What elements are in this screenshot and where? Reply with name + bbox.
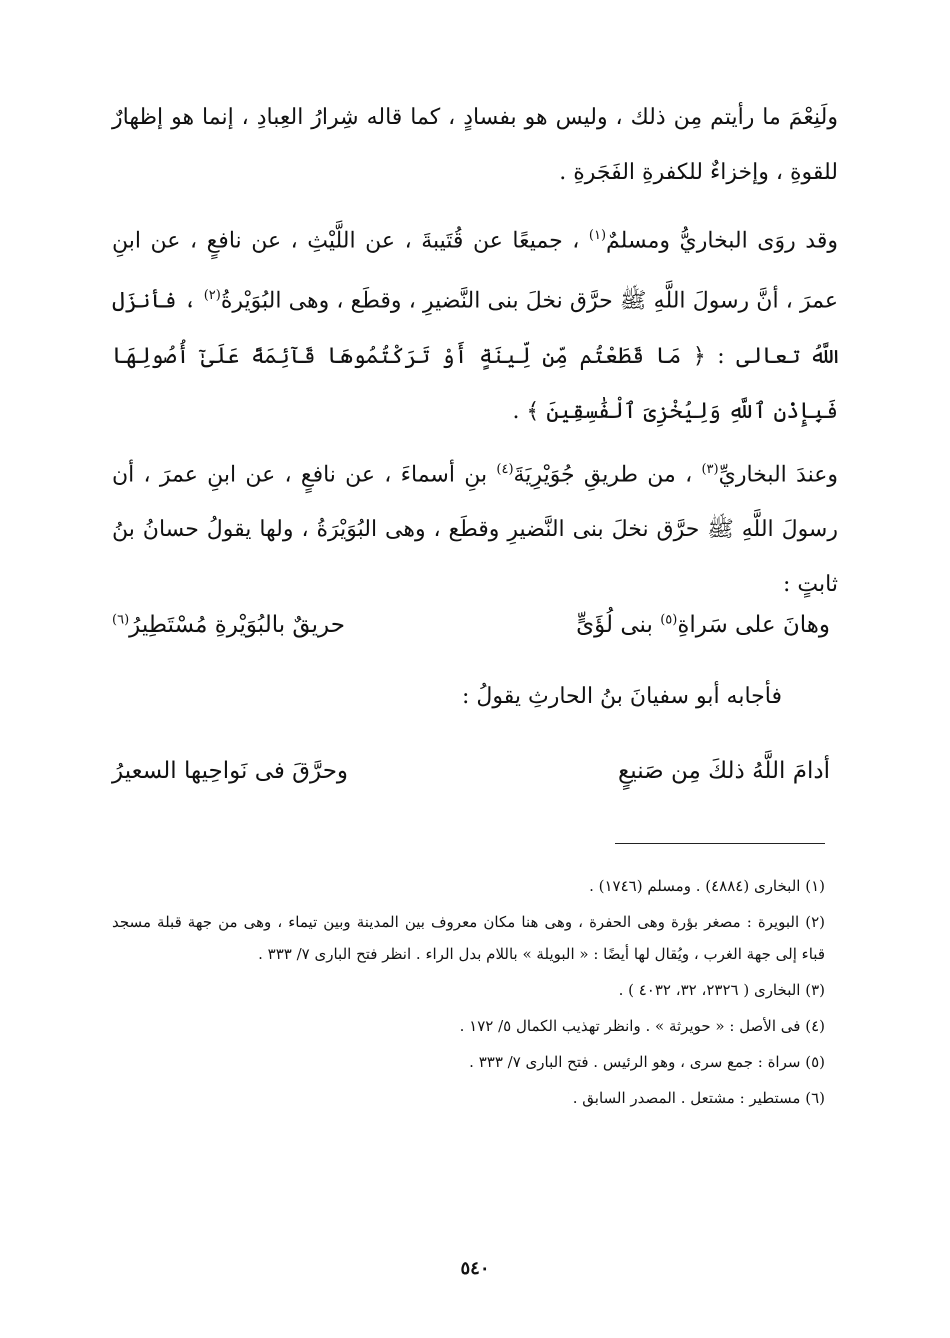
page-number: ٥٤٠ xyxy=(460,1258,490,1279)
paragraph-1 xyxy=(112,90,838,200)
poem-1-second-hemistich: حريقٌ بالبُوَيْرةِ مُسْتَطِيرُ$^{(٦)}$ xyxy=(112,612,345,638)
paragraph-3-text-b: ، من طريقِ جُوَيْرِيَةَ xyxy=(513,462,693,488)
footnote-ref-5[interactable]: (٥) xyxy=(660,612,678,628)
paragraph-3-text-a: وعندَ البخاريِّ xyxy=(718,462,838,488)
poem-verse-2 xyxy=(112,758,830,808)
footnote-ref-1[interactable]: (١) xyxy=(588,228,607,243)
poem-1-first-hemistich: وهانَ على سَراةِ$^{(٥)}$ بنى لُؤَىٍّ xyxy=(576,612,830,638)
paragraph-2-text-c: ، فأنزَل اللَّهُ تعالى : ﴿ مَا قَطَعْتُم مِّن لِّينَةٍ أَوْ تَرَكْتُمُوهَا قَآئِمَةً عَلَىٰٓ أُصُولِهَا فَبِإِذْنِ ٱللَّهِ وَلِيُخْزِىَ ٱلْفَٰسِقِينَ ﴾ . xyxy=(112,288,838,424)
poem-2-first-hemistich: أدامَ اللَّهُ ذلكَ مِن صَنيعٍ xyxy=(618,758,830,784)
paragraph-3 xyxy=(112,442,838,612)
poem-2-intro: فأجابه أبو سفيانَ بنُ الحارثِ يقولُ : xyxy=(462,684,782,709)
paragraph-2-text-a: وقد روَى البخاريُّ ومسلمٌ xyxy=(606,228,838,254)
poem-2-second-hemistich: وحرَّقَ فى نَواحِيها السعيرُ xyxy=(112,758,349,784)
paragraph-2 xyxy=(112,208,838,439)
poem-verse-1 xyxy=(112,612,830,662)
footnote-ref-2[interactable]: (٢) xyxy=(203,288,221,304)
footnote-2: (٢) البويرة : مصغر بؤرة وهى الحفرة ، وهى هنا مكان معروف بين المدينة وبين تيماء ، وهى من جهة قبلة مسجد قباء إلى جهة الغرب ، ويُقال لها أيضًا : « البويلة » باللام بدل الراء . انظر فتح البارى ٧/ ٣٣٣ . xyxy=(112,913,825,963)
footnotes xyxy=(112,870,825,1118)
footnote-5: (٥) سراة : جمع سرى ، وهو الرئيس . فتح البارى ٧/ ٣٣٣ . xyxy=(469,1053,825,1071)
footnote-ref-3[interactable]: (٣) xyxy=(701,462,719,477)
paragraph-1-text: ولَنِعْمَ ما رأيتم مِن ذلك ، وليس هو بفسادٍ ، كما قاله شِرارُ العِبادِ ، إنما هو إظهارٌ للقوةِ ، وإخزاءٌ للكفرةِ الفَجَرةِ . xyxy=(112,105,838,185)
footnote-4: (٤) فى الأصل : « حويرثة » . وانظر تهذيب الكمال ٥/ ١٧٢ . xyxy=(459,1017,825,1035)
footnote-3: (٣) البخارى ( ٢٣٢٦، ٣٢، ٤٠٣٢ ) . xyxy=(618,981,825,999)
footnote-ref-6[interactable]: (٦) xyxy=(112,612,130,628)
paragraph-2-text-b: ، جميعًا عن قُتَيبةَ ، عن اللَّيْثِ ، عن نافعٍ ، عن ابنِ عمرَ ، أنَّ رسولَ اللَّهِ ﷺ حرَّق نخلَ بنى النَّضيرِ ، وقطَع ، وهى البُوَيْرةُ xyxy=(112,228,839,314)
footnote-ref-4[interactable]: (٤) xyxy=(496,462,514,477)
footnote-1: (١) البخارى (٤٨٨٤) . ومسلم (١٧٤٦) . xyxy=(589,877,825,895)
footnote-6: (٦) مستطير : مشتعل . المصدر السابق . xyxy=(572,1089,825,1107)
footnote-separator xyxy=(615,843,825,844)
paragraph-3-text-c: بنِ أسماءَ ، عن نافعٍ ، عن ابنِ عمرَ ، أن رسولَ اللَّهِ ﷺ حرَّق نخلَ بنى النَّضيرِ وقطَع ، وهى البُوَيْرَةُ ، ولها يقولُ حسانُ بنُ ثابتٍ : xyxy=(112,462,838,598)
